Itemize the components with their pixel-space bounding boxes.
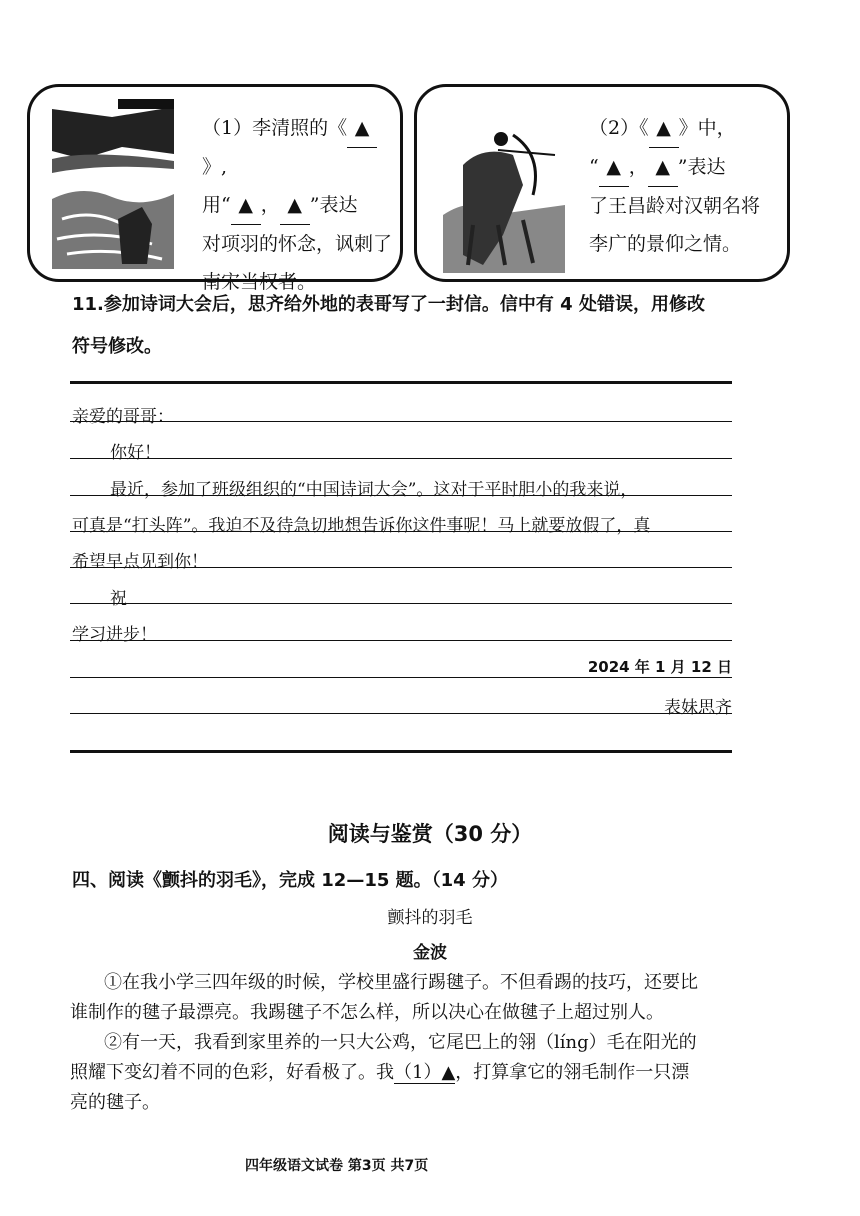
- letter-wish: 祝: [110, 589, 127, 609]
- answer-blank[interactable]: ▲: [280, 186, 310, 225]
- letter-line: [70, 421, 732, 422]
- question-11-line-1: 11.参加诗词大会后，思齐给外地的表哥写了一封信。信中有 4 处错误，用修改: [72, 294, 705, 315]
- box1-line-3: 对项羽的怀念，讽刺了: [202, 233, 393, 255]
- letter-salutation: 亲爱的哥哥：: [72, 407, 174, 427]
- letter-line: [70, 567, 732, 568]
- letter-line: [70, 458, 732, 459]
- letter-date: 2024 年 1 月 12 日: [587, 658, 732, 676]
- poem-box-1: [27, 84, 403, 293]
- part-title: 四、阅读《颤抖的羽毛》，完成 12—15 题。（14 分）: [72, 870, 508, 891]
- letter-line: [70, 713, 732, 714]
- letter-wish-2: 学习进步！: [72, 625, 157, 645]
- paragraph-2-line-2: 照耀下变幻着不同的色彩，好看极了。我（1）▲，打算拿它的翎毛制作一只漂: [70, 1062, 690, 1083]
- river-landscape-illustration: [52, 99, 174, 269]
- answer-blank[interactable]: ▲: [648, 148, 678, 187]
- poem-box-2: [414, 84, 790, 282]
- letter-top-border: [70, 381, 732, 384]
- letter-body-line-1: 最近，参加了班级组织的“中国诗词大会”。这对于平时胆小的我来说，: [110, 480, 638, 500]
- letter-line: [70, 495, 732, 496]
- letter-body-line-2: 可真是“打头阵”。我迫不及待急切地想告诉你这件事呢！马上就要放假了，真: [72, 516, 651, 536]
- letter-line: [70, 603, 732, 604]
- letter-greeting: 你好！: [110, 443, 161, 463]
- section-title: 阅读与鉴赏（30 分）: [327, 822, 533, 846]
- box1-line-1: （1）李清照的《 ▲》,: [202, 109, 392, 186]
- box2-line-1: （2）《 ▲ 》中，: [589, 109, 779, 148]
- paragraph-1-line-2: 谁制作的毽子最漂亮。我踢毽子不怎么样，所以决心在做毽子上超过别人。: [70, 1002, 664, 1023]
- letter-line: [70, 677, 732, 678]
- answer-blank[interactable]: （1）▲: [394, 1062, 456, 1083]
- letter-bottom-border: [70, 750, 732, 753]
- article-title: 颤抖的羽毛: [387, 908, 473, 928]
- letter-line: [70, 640, 732, 641]
- box1-line-4: 南宋当权者。: [202, 271, 317, 293]
- answer-blank[interactable]: ▲: [649, 109, 679, 148]
- box1-line-2: 用“ ▲ ， ▲ ”表达: [202, 186, 392, 225]
- answer-blank[interactable]: ▲: [599, 148, 629, 187]
- article-author: 金波: [413, 943, 447, 963]
- paragraph-2-line-1: ②有一天，我看到家里养的一只大公鸡，它尾巴上的翎（líng）毛在阳光的: [104, 1032, 697, 1053]
- archer-on-horse-illustration: [443, 125, 565, 273]
- answer-blank[interactable]: ▲: [347, 109, 377, 148]
- paragraph-2-line-3: 亮的毽子。: [70, 1092, 160, 1113]
- letter-line: [70, 531, 732, 532]
- answer-blank[interactable]: ▲: [231, 186, 261, 225]
- paragraph-1-line-1: ①在我小学三四年级的时候，学校里盛行踢毽子。不但看踢的技巧，还要比: [104, 972, 698, 993]
- box2-line-4: 李广的景仰之情。: [589, 233, 742, 255]
- box2-line-3: 了王昌龄对汉朝名将: [589, 195, 761, 217]
- box2-line-2: “ ▲ ， ▲ ”表达: [589, 148, 779, 187]
- question-11-line-2: 符号修改。: [72, 336, 162, 357]
- page-footer: 四年级语文试卷 第3页 共7页: [245, 1158, 429, 1174]
- letter-body-line-3: 希望早点见到你！: [72, 552, 208, 572]
- letter-signature: 表妹思齐: [664, 698, 732, 718]
